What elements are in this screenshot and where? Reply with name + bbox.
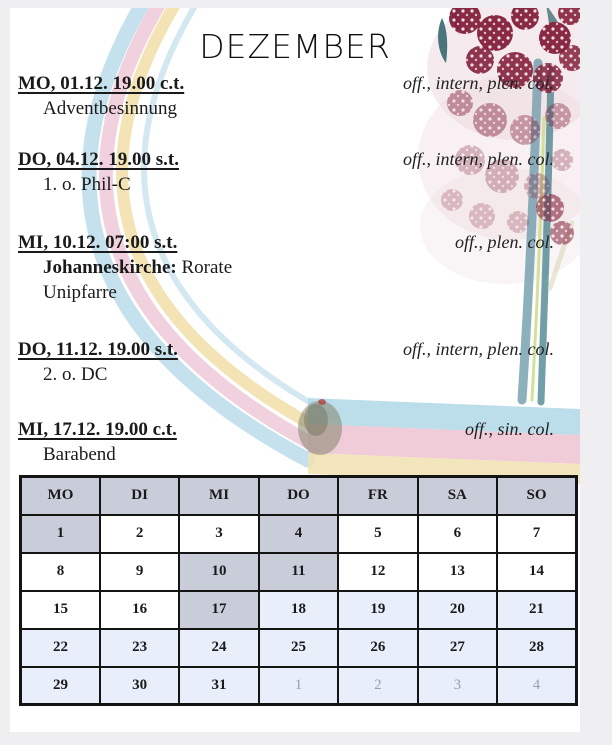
event-desc-line <box>43 255 554 280</box>
event-head <box>18 147 554 172</box>
event-desc-text: Unipfarre <box>43 282 117 303</box>
calendar-week-row <box>21 667 577 705</box>
calendar-day-cell: 4 <box>497 667 576 705</box>
calendar-day-cell: 22 <box>21 629 100 667</box>
calendar-week-row <box>21 553 577 591</box>
calendar-weekday-cell: FR <box>338 477 417 515</box>
event-desc-text: Adventbesinnung <box>43 98 178 119</box>
calendar-day-cell: 8 <box>21 553 100 591</box>
calendar-day-cell: 6 <box>418 515 497 553</box>
calendar-weekday-cell: MI <box>179 477 258 515</box>
event-block <box>18 71 554 121</box>
event-description <box>18 442 554 467</box>
event-description <box>18 362 554 387</box>
event-desc-text: Barabend <box>43 444 116 465</box>
calendar-weekday-cell: DI <box>100 477 179 515</box>
event-date: MI, 17.12. 19.00 c.t. <box>18 419 177 440</box>
event-tags: off., sin. col. <box>465 419 554 439</box>
calendar-day-cell: 31 <box>179 667 258 705</box>
calendar-day-cell: 19 <box>338 591 417 629</box>
calendar-day-cell: 2 <box>338 667 417 705</box>
calendar-day-cell: 27 <box>418 629 497 667</box>
calendar-day-cell: 25 <box>259 629 338 667</box>
calendar-day-cell: 11 <box>259 553 338 591</box>
calendar-day-cell: 1 <box>259 667 338 705</box>
event-date: DO, 11.12. 19.00 s.t. <box>18 339 178 360</box>
calendar-header-row <box>21 477 577 515</box>
calendar-day-cell: 7 <box>497 515 576 553</box>
calendar-day-cell: 12 <box>338 553 417 591</box>
calendar-day-cell: 24 <box>179 629 258 667</box>
event-block <box>18 417 554 467</box>
calendar-day-cell: 28 <box>497 629 576 667</box>
event-date: MO, 01.12. 19.00 c.t. <box>18 73 185 94</box>
event-tags: off., plen. col. <box>455 232 554 252</box>
calendar-day-cell: 30 <box>100 667 179 705</box>
calendar-weekday-row <box>21 477 577 515</box>
event-block <box>18 337 554 387</box>
calendar-body <box>21 515 577 705</box>
event-head <box>18 230 554 255</box>
event-desc-line <box>43 280 554 305</box>
calendar-day-cell: 15 <box>21 591 100 629</box>
calendar-day-cell: 14 <box>497 553 576 591</box>
calendar-day-cell: 23 <box>100 629 179 667</box>
page-content <box>10 8 580 732</box>
document-page <box>10 8 580 732</box>
calendar-table <box>19 475 578 706</box>
event-desc-line <box>43 442 554 467</box>
page-title: DEZEMBER <box>199 27 391 66</box>
event-tags: off., intern, plen. col. <box>403 339 554 359</box>
event-date: DO, 04.12. 19.00 s.t. <box>18 149 179 170</box>
calendar-day-cell: 4 <box>259 515 338 553</box>
event-description <box>18 96 554 121</box>
calendar-week-row <box>21 515 577 553</box>
calendar-day-cell: 5 <box>338 515 417 553</box>
calendar-week-row <box>21 629 577 667</box>
calendar-day-cell: 3 <box>179 515 258 553</box>
event-desc-bold-text: Johanneskirche: <box>43 257 177 278</box>
event-block <box>18 230 554 305</box>
calendar-weekday-cell: SA <box>418 477 497 515</box>
event-desc-line <box>43 172 554 197</box>
calendar-weekday-cell: DO <box>259 477 338 515</box>
calendar-day-cell: 17 <box>179 591 258 629</box>
event-head <box>18 417 554 442</box>
event-date: MI, 10.12. 07:00 s.t. <box>18 232 178 253</box>
calendar-day-cell: 3 <box>418 667 497 705</box>
calendar-day-cell: 21 <box>497 591 576 629</box>
event-desc-line <box>43 362 554 387</box>
event-tags: off., intern, plen. col. <box>403 149 554 169</box>
event-head <box>18 337 554 362</box>
event-desc-text: Rorate <box>176 257 233 278</box>
event-desc-text: 1. o. Phil-C <box>43 174 131 195</box>
calendar-day-cell: 1 <box>21 515 100 553</box>
calendar-week-row <box>21 591 577 629</box>
event-tags: off., intern, plen. col. <box>403 73 554 93</box>
calendar-day-cell: 29 <box>21 667 100 705</box>
event-desc-line <box>43 96 554 121</box>
calendar-day-cell: 2 <box>100 515 179 553</box>
calendar-day-cell: 20 <box>418 591 497 629</box>
calendar-weekday-cell: SO <box>497 477 576 515</box>
calendar-day-cell: 13 <box>418 553 497 591</box>
calendar-day-cell: 9 <box>100 553 179 591</box>
event-desc-text: 2. o. DC <box>43 364 108 385</box>
calendar-day-cell: 26 <box>338 629 417 667</box>
calendar-weekday-cell: MO <box>21 477 100 515</box>
calendar-day-cell: 18 <box>259 591 338 629</box>
calendar-day-cell: 10 <box>179 553 258 591</box>
event-block <box>18 147 554 197</box>
calendar-day-cell: 16 <box>100 591 179 629</box>
event-description <box>18 172 554 197</box>
event-head <box>18 71 554 96</box>
event-description <box>18 255 554 305</box>
